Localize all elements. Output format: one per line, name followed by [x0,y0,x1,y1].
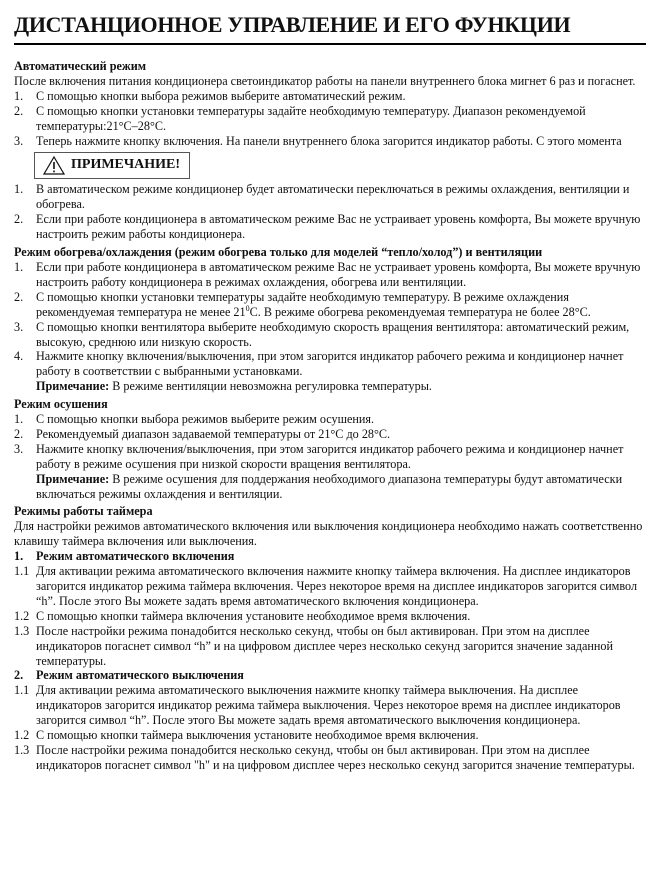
list-item [14,609,646,624]
paragraph: После включения питания кондиционера светоиндикатор работы на панели внутреннего блока мигнет 6 раз и погаснет. [14,73,636,88]
list-text: В автоматическом режиме кондиционер будет автоматически переключаться в режимы охлаждения, вентиляции и обогрева. [36,182,630,212]
list-text: Если при работе кондиционера в автоматическом режиме Вас не устраивает уровень комфорта, Вы можете вручную настроить работу кондиционера в режимах охлаждения, обогрева или вентиляции. [36,259,641,289]
list-number: 1. [14,549,24,564]
list-item [14,320,646,350]
list-text: С помощью кнопки выбора режимов выберите автоматический режим. [36,88,406,103]
note-label: Примечание: [36,379,110,394]
list-number: 3. [14,133,24,148]
page-title: ДИСТАНЦИОННОЕ УПРАВЛЕНИЕ И ЕГО ФУНКЦИИ [14,12,571,37]
list-number: 3. [14,319,24,334]
list-text: С помощью кнопки таймера включения установите необходимое время включения. [36,608,471,623]
list-number: 1.3 [14,742,30,757]
note [36,472,646,502]
list-number: 2. [14,103,24,118]
list-item [14,212,646,242]
subsection-heading [14,668,646,683]
warning-icon [43,156,65,175]
list-item [14,624,646,669]
list-number: 1.1 [14,683,30,698]
note-box [34,152,190,179]
list-number: 2. [14,668,24,683]
note-text: В режиме осушения для поддержания необходимого диапазона температуры будут автоматически включаться режимы охлаждения и вентиляции. [36,471,623,501]
paragraph: Для настройки режимов автоматического включения или выключения кондиционера необходимо нажать соответственно клавишу таймера включения или выключения. [14,519,643,549]
list-number: 1. [14,88,24,103]
subsection-title: Режим автоматического включения [36,549,235,564]
section-dry-mode [14,397,646,501]
list-text: С помощью кнопки установки температуры задайте необходимую температуру. В режиме охлаждения рекомендуемая температура не менее 21 [36,289,569,319]
list-item [14,349,646,394]
list-item [14,442,646,502]
list-number: 3. [14,441,24,456]
list-number: 1.1 [14,564,30,579]
list-number: 1.2 [14,608,30,623]
list-number: 2. [14,289,24,304]
list-item [14,89,646,104]
list-text: С помощью кнопки вентилятора выберите необходимую скорость вращения вентилятора: автоматический режим, высокую, среднюю или низкую скорость. [36,319,630,349]
list-text: Нажмите кнопку включения/выключения, при этом загорится индикатор рабочего режима и кондиционер начнет работу в соответствии с выбранными установками. [36,349,624,379]
list-number: 2. [14,212,24,227]
list-text: Для активации режима автоматического включения нажмите кнопку таймера включения. На дисплее индикаторов загорится индикатор режима таймера включения. Через некоторое время на дисплее индикаторов загорится символ “h”. После этого Вы можете задать время автоматического включения кондиционера. [36,564,638,608]
list-number: 1. [14,412,24,427]
list-number: 1. [14,182,24,197]
list-number: 1.3 [14,623,30,638]
list-item [14,290,646,320]
note [36,379,646,394]
list-text: После настройки режима понадобится несколько секунд, чтобы он был активирован. При этом на дисплее индикаторов погаснет символ "h" и на цифровом дисплее через несколько секунд загорится значение температуры. [36,742,635,772]
list-item [14,743,646,773]
list-item [14,104,646,134]
list-number: 1.2 [14,728,30,743]
document-body [14,59,646,773]
list-item [14,412,646,427]
list-text: Нажмите кнопку включения/выключения, при этом загорится индикатор рабочего режима и кондиционер начнет работу в режиме осушения при низкой скорости вращения вентилятора. [36,441,624,471]
section-auto-mode [14,59,646,242]
list-item [14,134,646,149]
note-text: В режиме вентиляции невозможна регулировка температуры. [109,379,432,394]
subsection-title: Режим автоматического выключения [36,668,244,683]
list-text: После настройки режима понадобится несколько секунд, чтобы он был активирован. При этом на дисплее индикаторов погаснет символ “h” и на цифровом дисплее через несколько секунд загорится значение заданной температуры. [36,623,614,668]
list-item [14,728,646,743]
section-heading: Режим обогрева/охлаждения (режим обогрева только для моделей “тепло/холод”) и вентиляции [14,245,543,260]
superscript: 0 [245,303,250,313]
list-item [14,427,646,442]
list-number: 2. [14,426,24,441]
title-underline [14,43,646,45]
section-heading: Режимы работы таймера [14,504,153,519]
list-text-cont: C. В режиме обогрева рекомендуемая температура не более 28°C. [249,304,591,319]
subsection-heading [14,549,646,564]
list-text: С помощью кнопки таймера выключения установите необходимое время включения. [36,728,479,743]
section-heading: Автоматический режим [14,59,147,73]
section-timer-mode [14,504,646,772]
section-heading: Режим осушения [14,397,108,412]
list-number: 1. [14,259,24,274]
list-text: С помощью кнопки выбора режимов выберите режим осушения. [36,412,375,427]
list-text: С помощью кнопки установки температуры задайте необходимую температуру. Диапазон рекомендуемой температуры:21°C–28°C. [36,103,586,133]
list-text: Рекомендуемый диапазон задаваемой температуры от 21°C до 28°C. [36,426,391,441]
list-item [14,683,646,728]
note-label: Примечание: [36,471,110,486]
note-label: ПРИМЕЧАНИЕ! [71,157,181,173]
list-item [14,260,646,290]
list-number: 4. [14,349,24,364]
list-text: Если при работе кондиционера в автоматическом режиме Вас не устраивает уровень комфорта, Вы можете вручную настроить режим работы кондиционера. [36,212,641,242]
list-text: Теперь нажмите кнопку включения. На панели внутреннего блока загорится индикатор работы. С этого момента [36,133,622,148]
section-heat-cool-mode [14,245,646,394]
list-item [14,564,646,609]
list-item [14,182,646,212]
list-text: Для активации режима автоматического выключения нажмите кнопку таймера выключения. На дисплее индикаторов загорится индикатор режима таймера выключения. Через некоторое время на дисплее индикаторов загорится символ “h”. После этого Вы можете задать время автоматического выключения кондиционера. [36,683,621,728]
